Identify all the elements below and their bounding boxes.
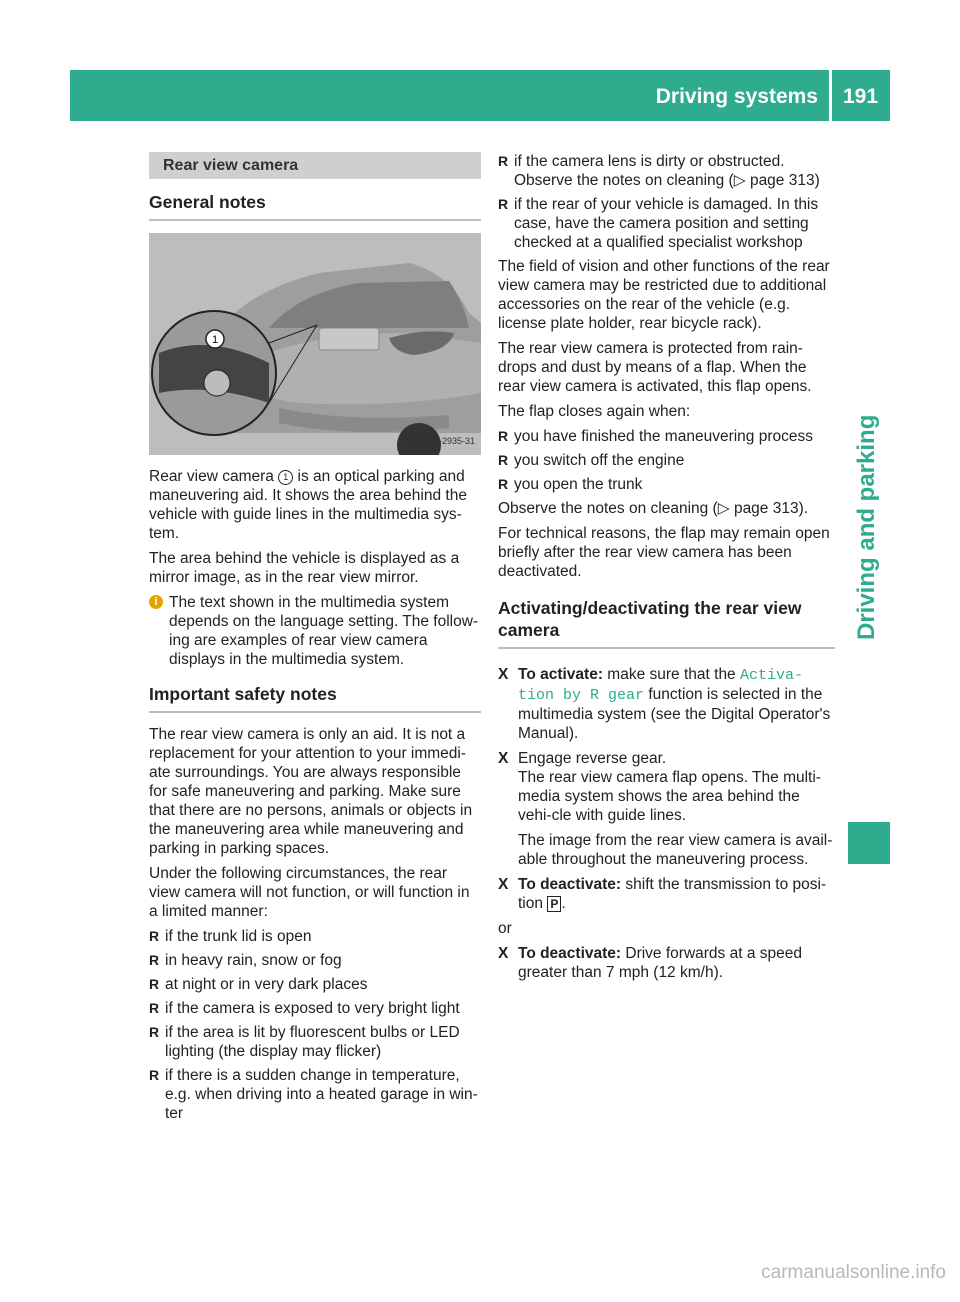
side-tab-label: Driving and parking: [853, 414, 880, 640]
step-engage-reverse: X Engage reverse gear. The rear view camera flap opens. The multi-media system shows the area behind the vehi-cle with guide lines. The image from the rear view camera is avail-able throughout the maneuvering process.: [498, 749, 835, 869]
header-divider: [829, 70, 832, 121]
list-item: R in heavy rain, snow or fog: [149, 951, 481, 970]
rear-camera-figure: [149, 233, 481, 455]
paragraph: For technical reasons, the flap may remain open briefly after the rear view camera has been deactivated.: [498, 525, 830, 580]
heading-activating: Activating/deactivating the rear view camera: [498, 597, 835, 649]
list-item: R at night or in very dark places: [149, 975, 481, 994]
code-term: Activa-tion by R gear: [518, 667, 804, 704]
step-deactivate: X To deactivate: shift the transmission to posi-tion P .: [498, 875, 835, 913]
header-title: Driving systems: [655, 85, 818, 108]
page-number: 191: [843, 85, 879, 108]
car-rear-illustration: [149, 233, 481, 455]
list-item: R if the trunk lid is open: [149, 927, 481, 946]
info-text: The text shown in the multimedia system depends on the language setting. The follow-ing are examples of rear view camera displays in the multimedia system.: [169, 594, 479, 668]
info-icon: i: [149, 595, 163, 609]
left-column: [149, 152, 481, 1128]
paragraph: Observe the notes on cleaning (▷ page 313).: [498, 500, 809, 517]
paragraph: The flap closes again when:: [498, 403, 691, 420]
info-note: [149, 593, 481, 669]
list-item: R if the camera is exposed to very bright light: [149, 999, 481, 1018]
step-activate: X To activate: make sure that the Activa-tion by R gear function is selected in the multimedia system (see the Digital Operator's Manual).: [498, 665, 835, 743]
list-item: R if the camera lens is dirty or obstructed. Observe the notes on cleaning (▷ page 313): [498, 152, 835, 190]
paragraph: The rear view camera is protected from rain-drops and dust by means of a flap. When the rear view camera is activated, this flap opens.: [498, 340, 812, 395]
paragraph: The rear view camera is only an aid. It is not a replacement for your attention to your immedi-ate surroundings. You are always responsible for safe maneuvering and parking. Make sure that there are no persons, animals or objects in the maneuvering area while maneuvering and parking in parking spaces.: [149, 726, 473, 857]
figure-callout: 1: [211, 334, 219, 346]
list-item: R if the rear of your vehicle is damaged. In this case, have the camera position and setting checked at a qualified specialist workshop: [498, 195, 835, 252]
list-item: R you open the trunk: [498, 475, 835, 494]
paragraph: The field of vision and other functions of the rear view camera may be restricted due to additional accessories on the rear of the vehicle (e.g. license plate holder, rear bicycle rack).: [498, 258, 830, 332]
side-tab-block: [848, 822, 890, 864]
list-item: R if there is a sudden change in temperature, e.g. when driving into a heated garage in win-ter: [149, 1066, 481, 1123]
step-deactivate-drive: X To deactivate: Drive forwards at a speed greater than 7 mph (12 km/h).: [498, 944, 835, 982]
paragraph: Rear view camera 1 is an optical parking and maneuvering aid. It shows the area behind the vehicle with guide lines in the multimedia sys-tem.: [149, 468, 467, 542]
right-column: [498, 152, 835, 988]
list-item: R if the area is lit by fluorescent bulbs or LED lighting (the display may flicker): [149, 1023, 481, 1061]
callout-number: 1: [278, 470, 293, 485]
list-item: R you switch off the engine: [498, 451, 835, 470]
watermark: carmanualsonline.info: [761, 1262, 946, 1283]
paragraph: Under the following circumstances, the rear view camera will not function, or will function in a limited manner:: [149, 865, 470, 920]
park-key: P: [547, 896, 561, 912]
list-item: R you have finished the maneuvering process: [498, 427, 835, 446]
paragraph-or: or: [498, 920, 512, 937]
paragraph: The area behind the vehicle is displayed as a mirror image, as in the rear view mirror.: [149, 550, 460, 586]
figure-code: P54.00-2935-31: [410, 436, 475, 446]
heading-safety-notes: Important safety notes: [149, 683, 481, 713]
section-title: Rear view camera: [149, 152, 481, 179]
heading-general-notes: General notes: [149, 191, 481, 221]
